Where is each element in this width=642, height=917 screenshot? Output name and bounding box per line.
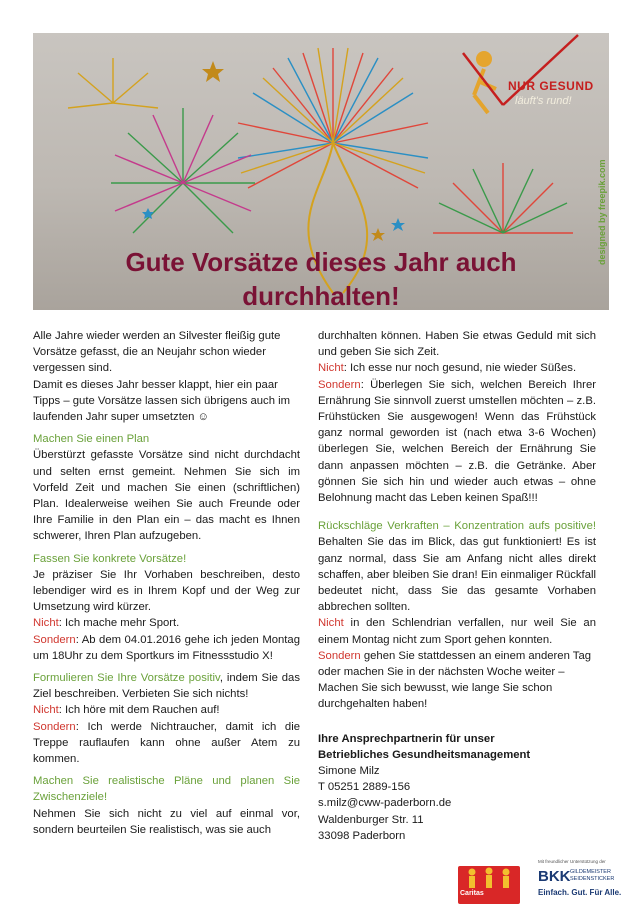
logo-subtitle: läuft's rund!	[515, 95, 572, 107]
contact-phone: T 05251 2889-156	[318, 781, 411, 794]
tip-body: Nehmen Sie sich nicht zu viel auf einmal vor, sondern beurteilen Sie realistisch, was sie auch	[33, 807, 300, 836]
example-instead: Sondern gehen Sie stattdessen an einem anderen Tag oder machen Sie in der nächsten Woche weiter – Machen Sie sich bewusst, wie lange Sie schon durchgehalten haben!	[318, 649, 592, 711]
tip-body: Überstürzt gefasste Vorsätze sind nicht durchdacht und selten ernst gemeint. Nehmen Sie sich im Vorfeld Zeit und machen Sie einen (schriftlichen) Plan. Idealerweise weihen Sie auch Freunde oder Ihre Familie in den Plan ein – das macht es Ihnen schwerer, Ihren Plan aufzugeben.	[33, 449, 300, 543]
tip-body: Je präziser Sie Ihr Vorhaben beschreiben, desto lebendiger wird es in Ihrem Kopf und der Weg zur Umsetzung wird kürzer.	[33, 568, 300, 614]
tip-heading: Machen Sie einen Plan	[33, 433, 150, 446]
left-column	[33, 328, 300, 838]
tip-paragraph: Rückschläge Verkraften – Konzentration aufs positive! Behalten Sie das im Blick, das gut funktioniert! Es ist ganz normal, dass Sie am Anfang nicht alles direkt schaffen, aber bleiben Sie dran! Ein einmaliger Rückfall bedeutet nicht, dass Sie das gesamte Vorhaben abbrechen sollten.	[318, 520, 596, 614]
bkk-support-text: Mit freundlicher Unterstützung der	[538, 859, 606, 864]
people-icon	[458, 866, 520, 890]
tip-heading: Machen Sie realistische Pläne und planen Sie Zwischenziele!	[33, 775, 300, 804]
contact-heading: Ihre Ansprechpartnerin für unser	[318, 732, 495, 745]
page-title: Gute Vorsätze dieses Jahr auch durchhalten!	[125, 247, 517, 310]
contact-street: Waldenburger Str. 11	[318, 813, 424, 826]
header-image	[33, 33, 609, 310]
example-not: Nicht: Ich höre mit dem Rauchen auf!	[33, 704, 220, 717]
right-column	[318, 328, 596, 844]
bkk-subtitle: GILDEMEISTER SEIDENSTICKER	[570, 869, 615, 882]
contact-email[interactable]: s.milz@cww-paderborn.de	[318, 797, 452, 810]
logo-title: NUR GESUND	[508, 79, 594, 93]
example-not: Nicht: Ich mache mehr Sport.	[33, 617, 180, 630]
tip-paragraph: Formulieren Sie Ihre Vorsätze positiv, indem Sie das Ziel beschreiben. Verbieten Sie sich nichts!	[33, 672, 300, 701]
tip-heading: Fassen Sie konkrete Vorsätze!	[33, 552, 187, 565]
contact-city: 33098 Paderborn	[318, 829, 406, 842]
example-instead: Sondern: Ab dem 04.01.2016 gehe ich jeden Montag um 18Uhr zu dem Sportkurs im Fitnessstudio X!	[33, 633, 300, 662]
contact-name: Simone Milz	[318, 765, 380, 778]
caritas-label: Caritas	[460, 890, 484, 897]
intro-paragraph-1: Alle Jahre wieder werden an Silvester fleißig gute Vorsätze gefasst, die an Neujahr schon wieder vergessen sind.	[33, 330, 281, 375]
image-credit: designed by freepik.com	[597, 159, 607, 265]
contact-heading: Betriebliches Gesundheitsmanagement	[318, 748, 531, 761]
bkk-slogan: Einfach. Gut. Für Alle.	[538, 888, 622, 897]
example-not: Nicht in den Schlendrian verfallen, nur weil Sie an einem Montag nicht zum Sport gehen konnten.	[318, 617, 596, 646]
continued-paragraph: durchhalten können. Haben Sie etwas Geduld mit sich und geben Sie sich Zeit.	[318, 330, 596, 359]
example-instead: Sondern: Überlegen Sie sich, welchen Bereich Ihrer Ernährung Sie sinnvoll zuerst umstellen möchten – z.B. Frühstücken Sie ausgewogen! Wenn das Frühstück ganz normal geworden ist (nach etwa 3-6 Wochen) überlegen Sie, welchen Bereich der Ernährung Sie dann anpassen möchten – z.B. die Getränke. Aber gönnen Sie sich hin und wieder auch etwas – ohne Belohnung macht das Leben keinen Spaß!!!	[318, 378, 596, 505]
intro-paragraph-2: Damit es dieses Jahr besser klappt, hier ein paar Tipps – gute Vorsätze lassen sich übrigens auch im laufenden Jahr super umsetzten ☺	[33, 378, 291, 424]
example-not: Nicht: Ich esse nur noch gesund, nie wieder Süßes.	[318, 362, 577, 375]
caritas-logo	[458, 866, 520, 904]
bkk-logo: BKK	[538, 868, 571, 885]
example-instead: Sondern: Ich werde Nichtraucher, damit ich die Treppe rauflaufen kann ohne außer Atem zu kommen.	[33, 720, 300, 766]
footer-logos	[458, 856, 628, 906]
